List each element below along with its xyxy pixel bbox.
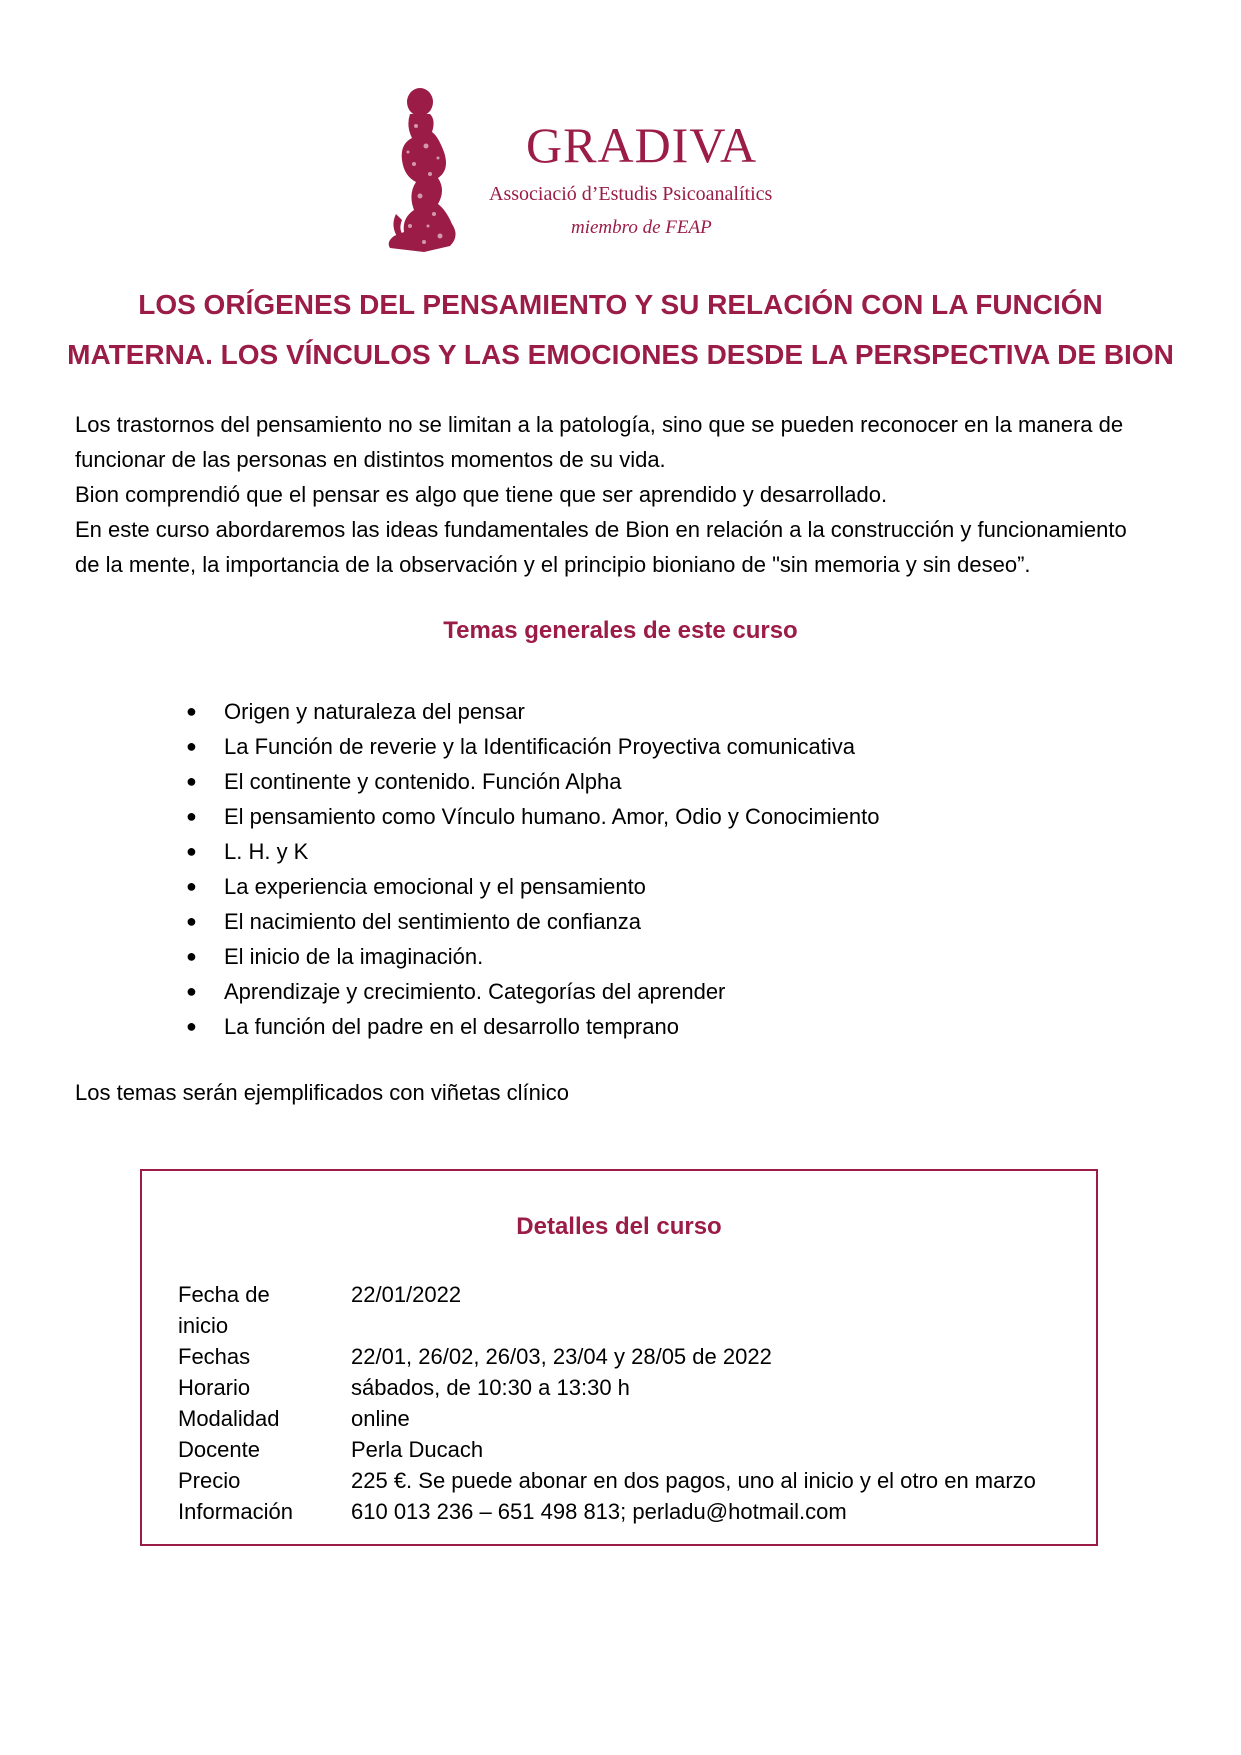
intro-line: Bion comprendió que el pensar es algo que tiene que ser aprendido y desarrollado. xyxy=(75,482,888,507)
detail-value: 225 €. Se puede abonar en dos pagos, uno al inicio y el otro en marzo xyxy=(351,1468,1036,1493)
bullet-icon: ● xyxy=(186,911,197,931)
detail-label: Modalidad xyxy=(178,1406,280,1431)
detail-value: 22/01, 26/02, 26/03, 23/04 y 28/05 de 2022 xyxy=(351,1344,772,1369)
intro-line: de la mente, la importancia de la observación y el principio bioniano de "sin memoria y sin deseo”. xyxy=(75,552,1031,577)
topics-heading: Temas generales de este curso xyxy=(443,617,798,644)
brand-subtitle: Associació d’Estudis Psicoanalítics xyxy=(489,183,773,205)
list-item xyxy=(186,1009,879,1044)
bullet-icon: ● xyxy=(186,981,197,1001)
list-item-text: La Función de reverie y la Identificación Proyectiva comunicativa xyxy=(224,734,855,759)
detail-value: online xyxy=(351,1406,410,1431)
bullet-icon: ● xyxy=(186,701,197,721)
detail-value: Perla Ducach xyxy=(351,1437,484,1462)
title-line: LOS ORÍGENES DEL PENSAMIENTO Y SU RELACIÓN CON LA FUNCIÓN xyxy=(138,289,1103,320)
bullet-icon: ● xyxy=(186,771,197,791)
brand-name: GRADIVA xyxy=(526,117,758,173)
bullet-icon: ● xyxy=(186,876,197,896)
list-item xyxy=(186,974,879,1009)
bullet-icon: ● xyxy=(186,841,197,861)
list-item-text: L. H. y K xyxy=(224,839,309,864)
list-item xyxy=(186,904,879,939)
detail-label: Fechas xyxy=(178,1344,251,1369)
list-item xyxy=(186,729,879,764)
list-item-text: El inicio de la imaginación. xyxy=(224,944,484,969)
list-item xyxy=(186,939,879,974)
list-item xyxy=(186,694,879,729)
list-item-text: El pensamiento como Vínculo humano. Amor, Odio y Conocimiento xyxy=(224,804,880,829)
bullet-icon: ● xyxy=(186,1016,197,1036)
intro-paragraph xyxy=(75,407,1175,582)
bullet-icon: ● xyxy=(186,946,197,966)
detail-label: Docente xyxy=(178,1437,260,1462)
detail-value: 22/01/2022 xyxy=(351,1282,462,1307)
bullet-icon: ● xyxy=(186,736,197,756)
brand-membership: miembro de FEAP xyxy=(571,217,712,238)
detail-value: 610 013 236 – 651 498 813; perladu@hotmail.com xyxy=(351,1499,847,1524)
detail-label: Horario xyxy=(178,1375,251,1400)
intro-line: funcionar de las personas en distintos momentos de su vida. xyxy=(75,447,666,472)
detail-value: sábados, de 10:30 a 13:30 h xyxy=(351,1375,630,1400)
intro-line: Los trastornos del pensamiento no se limitan a la patología, sino que se pueden reconocer en la manera de xyxy=(75,412,1124,437)
list-item-text: La experiencia emocional y el pensamiento xyxy=(224,874,646,899)
title-line: MATERNA. LOS VÍNCULOS Y LAS EMOCIONES DESDE LA PERSPECTIVA DE BION xyxy=(67,339,1174,370)
detail-label: Precio xyxy=(178,1468,241,1493)
list-item xyxy=(186,834,879,869)
list-item-text: El continente y contenido. Función Alpha xyxy=(224,769,622,794)
intro-line: En este curso abordaremos las ideas fundamentales de Bion en relación a la construcción y funcionamiento xyxy=(75,517,1127,542)
detail-label xyxy=(178,1279,298,1341)
details-heading: Detalles del curso xyxy=(516,1213,722,1240)
list-item-text: La función del padre en el desarrollo temprano xyxy=(224,1014,679,1039)
topics-list xyxy=(186,694,879,1044)
list-item-text: Origen y naturaleza del pensar xyxy=(224,699,525,724)
page-title xyxy=(40,280,1201,380)
detail-label: Información xyxy=(178,1499,293,1524)
detail-label-line: Fecha de xyxy=(178,1282,270,1307)
gradiva-logo xyxy=(380,86,850,258)
list-item xyxy=(186,869,879,904)
list-item xyxy=(186,799,879,834)
list-item xyxy=(186,764,879,799)
bullet-icon: ● xyxy=(186,806,197,826)
gradiva-figure-icon xyxy=(380,86,462,254)
detail-label-line: inicio xyxy=(178,1313,229,1338)
closing-note: Los temas serán ejemplificados con viñetas clínico xyxy=(75,1080,570,1105)
list-item-text: El nacimiento del sentimiento de confianza xyxy=(224,909,642,934)
list-item-text: Aprendizaje y crecimiento. Categorías del aprender xyxy=(224,979,726,1004)
course-details-box xyxy=(140,1169,1098,1546)
